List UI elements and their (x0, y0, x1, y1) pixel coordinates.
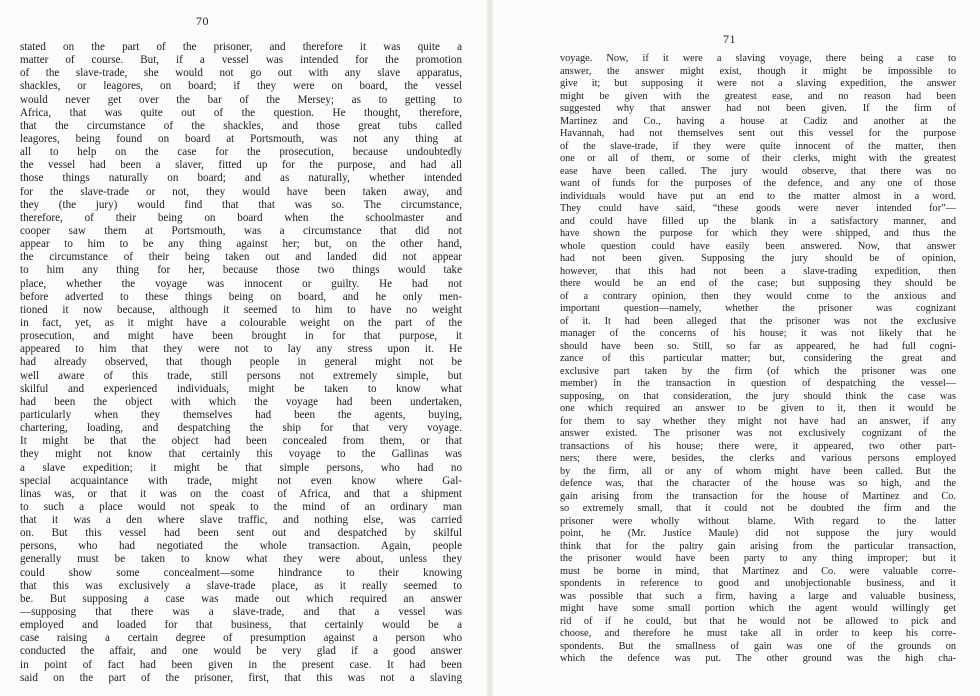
text-line: choose, and therefore he must take all in order to keep his corre- (560, 628, 956, 639)
text-line: had already observed, that though people in general might not be (20, 356, 462, 369)
text-line: prosecution, and might have been brought in for that purpose, it (20, 330, 462, 343)
text-line: voyage. Now, if it were a slaving voyage, there being a case to (560, 53, 956, 64)
text-line: manager of the concerns of his house; it was not likely that he (560, 328, 956, 339)
text-line: that this was exclusively a slave-trade place, as it really seemed to (20, 579, 462, 592)
text-line: member) in the transaction in question of despatching the vessel— (560, 378, 956, 389)
text-line: they might not know that certainly this voyage to the Gallinas was (20, 448, 462, 461)
text-line: prisoner were wholly without blame. With regard to the latter (560, 515, 956, 527)
text-line: generally must be taken to know what they were about, unless they (20, 553, 462, 566)
text-line: individuals would have put an end to the matter almost in a word. (560, 190, 956, 202)
text-line: one which required an answer to be given to it, then it would be (560, 403, 956, 414)
text-line: conducted the affair, and one would be very glad if a good answer (20, 645, 462, 658)
text-line: transactions of his house; there were, it appeared, two other part- (560, 440, 956, 452)
text-line: They could have said, “these goods were never intended for”— (560, 203, 956, 214)
text-line: there would be an end of the case; but supposing they should be (560, 278, 956, 289)
text-line: It might be that the object had been concealed from them, or that (20, 435, 462, 448)
text-line: skilful and experienced individuals, might be taken to know what (20, 382, 462, 395)
text-line: exclusive part taken by the firm (of which the prisoner was one (560, 365, 956, 377)
text-line: special acquaintance with trade, might not even know where Gal- (20, 474, 462, 487)
text-line: point, he (Mr. Justice Maule) did not suppose the jury would (560, 528, 956, 539)
text-line: could show some concealment—some hindrance to their knowing (20, 566, 462, 579)
text-line: place, whether the voyage was innocent or guilty. He had not (20, 277, 462, 290)
text-line: Africa, that was quite out of the question. He thought, therefore, (20, 106, 462, 119)
text-line: and could have filled up the blank in a satisfactory manner, and (560, 215, 956, 227)
text-line: had not been given. Supposing the jury should be of opinion, (560, 253, 956, 264)
right-page-text (560, 53, 956, 666)
text-line: before adverted to these things being on board, and he only men- (20, 290, 462, 303)
right-page (490, 0, 980, 696)
text-line: which the defence was put. The other ground was the high cha- (560, 653, 956, 664)
text-line: want of funds for the purposes of the defence, and any one of those (560, 178, 956, 189)
text-line: might be given with the greatest ease, and no reason had been (560, 90, 956, 102)
text-line: cooper saw them at Portsmouth, was a circumstance that did not (20, 224, 462, 237)
text-line: tioned it now because, although it seemed to him to have no weight (20, 303, 462, 316)
text-line: on. But this vessel had been sent out and despatched by skilful (20, 527, 462, 540)
text-line: to him any thing for her, because those two things would take (20, 264, 462, 277)
text-line: to such a place would not speak to the mind of an ordinary man (20, 500, 462, 513)
text-line: of a contrary opinion, then they would come to the anxious and (560, 290, 956, 302)
text-line: ners; there were, besides, the clerks and various persons employed (560, 453, 956, 464)
text-line: might have some small portion which the agent would willingly get (560, 603, 956, 614)
text-line: leagores, being found on board at Portsmouth, was not any thing at (20, 132, 462, 145)
text-line: one or all of them, or some of their clerks, might with the greatest (560, 153, 956, 164)
text-line: well aware of this trade, still persons not extremely simple, but (20, 369, 462, 382)
text-line: linas was, or that it was on the coast of Africa, and that a shipment (20, 487, 462, 500)
text-line: suggested why that answer had not been given. If the firm of (560, 103, 956, 114)
text-line: important question—namely, whether the prisoner was cognizant (560, 303, 956, 314)
text-line: they (the jury) would find that that was so. The circumstance, (20, 198, 462, 211)
text-line: those things naturally on board; and as naturally, whether intended (20, 172, 462, 185)
text-line: think that for the paltry gain arising from the particular transaction, (560, 540, 956, 552)
text-line: of the slave-trade, she would not go out with any slave apparatus, (20, 67, 462, 80)
text-line: however, that this had not been a slave-trading expedition, then (560, 265, 956, 277)
text-line: spondents. But the smallness of gain was one of the grounds on (560, 640, 956, 652)
text-line: would never get over the bar of the Mersey; as to getting to (20, 93, 462, 106)
text-line: Havannah, had not themselves sent out this vessel for the purpose (560, 128, 956, 139)
text-line: for the slave-trade or not, they would have been taken away, and (20, 185, 462, 198)
text-line: of the slave-trade, if they were quite innocent of the matter, then (560, 140, 956, 152)
text-line: persons, who had negotiated the whole transaction. Again, people (20, 540, 462, 553)
text-line: in point of fact had been given in the present case. It had been (20, 658, 462, 671)
text-line: rid of if he could, but that he would not be allowed to pick and (560, 615, 956, 627)
text-line: have shown the purpose for which they were shipped, and thus the (560, 228, 956, 239)
text-line: matter of course. But, if a vessel was intended for the promotion (20, 54, 462, 67)
text-line: so extremely small, that it could not be doubted the firm and the (560, 503, 956, 514)
text-line: by the firm, all or any of whom might have been called. But the (560, 465, 956, 477)
text-line: the prisoner would have been party to any thing improper; but it (560, 553, 956, 564)
text-line: supposing, on that consideration, the jury should think the case was (560, 390, 956, 402)
right-page-number: 71 (723, 32, 736, 46)
text-line: zance of this particular matter; but, considering the great and (560, 353, 956, 364)
text-line: employed and loaded for that business, that certainly would be a (20, 619, 462, 632)
text-line: particularly when they themselves had been the agents, buying, (20, 408, 462, 421)
text-line: had been the object with which the voyage had been undertaken, (20, 395, 462, 408)
text-line: that the circumstance of the shackles, and those great tubs called (20, 119, 462, 132)
text-line: whole question could have easily been answered. Now, that answer (560, 240, 956, 252)
text-line: Martinez and Co., having a house at Cadiz and another at the (560, 115, 956, 127)
text-line: a slave expedition; it might be that simple persons, who had no (20, 461, 462, 474)
text-line: spondents in reference to good and unobjectionable business, and it (560, 578, 956, 589)
text-line: must be borne in mind, that Martinez and Co. were valuable corre- (560, 565, 956, 577)
text-line: ease have been called. The jury would observe, that there was no (560, 165, 956, 177)
text-line: answer existed. The prisoner was not exclusively cognizant of the (560, 428, 956, 439)
text-line: give it; but supposing it were not a slaving expedition, the answer (560, 78, 956, 89)
text-line: gain arising from the transaction for the house of Martinez and Co. (560, 490, 956, 502)
left-page-text (20, 41, 462, 685)
text-line: chartering, loading, and despatching the ship for that very voyage. (20, 422, 462, 435)
text-line: should have been so. Still, so far as appeared, he had full cogni- (560, 340, 956, 352)
text-line: of it. It had been alleged that the prisoner was not the exclusive (560, 315, 956, 327)
left-page-number: 70 (196, 14, 209, 28)
text-line: shackles, or leagores, on board; if they were on board, the vessel (20, 80, 462, 93)
text-line: appeared to him that they were not to lay any stress upon it. He (20, 343, 462, 356)
text-line: answer, the answer might exist, though it might be impossible to (560, 65, 956, 77)
text-line: therefore, of their being on board when the schoolmaster and (20, 211, 462, 224)
text-line: in fact, yet, as it might have a colourable weight on the part of the (20, 316, 462, 329)
text-line: appear to him to be any thing against her; but, on the other hand, (20, 238, 462, 251)
text-line: that it was a den where slave traffic, and nothing else, was carried (20, 514, 462, 527)
text-line: all to help on the case for the prosecution, because undoubtedly (20, 146, 462, 159)
text-line: was possible that such a firm, having a large and valuable business, (560, 590, 956, 602)
text-line: said on the part of the prisoner, first, that this was not a slaving (20, 671, 462, 684)
text-line: —supposing that there was a slave-trade, and that a vessel was (20, 606, 462, 619)
text-line: case raising a certain degree of presumption against a person who (20, 632, 462, 645)
text-line: for them to say whether they might not have had an answer, if any (560, 415, 956, 427)
text-line: the circumstance of their being taken out and landed did not appear (20, 251, 462, 264)
text-line: stated on the part of the prisoner, and therefore it was quite a (20, 41, 462, 53)
text-line: be. But supposing a case was made out which required an answer (20, 592, 462, 605)
text-line: defence was, that the character of the house was so high, and the (560, 478, 956, 489)
text-line: the vessel had been a slaver, fitted up for the purpose, and had all (20, 159, 462, 172)
